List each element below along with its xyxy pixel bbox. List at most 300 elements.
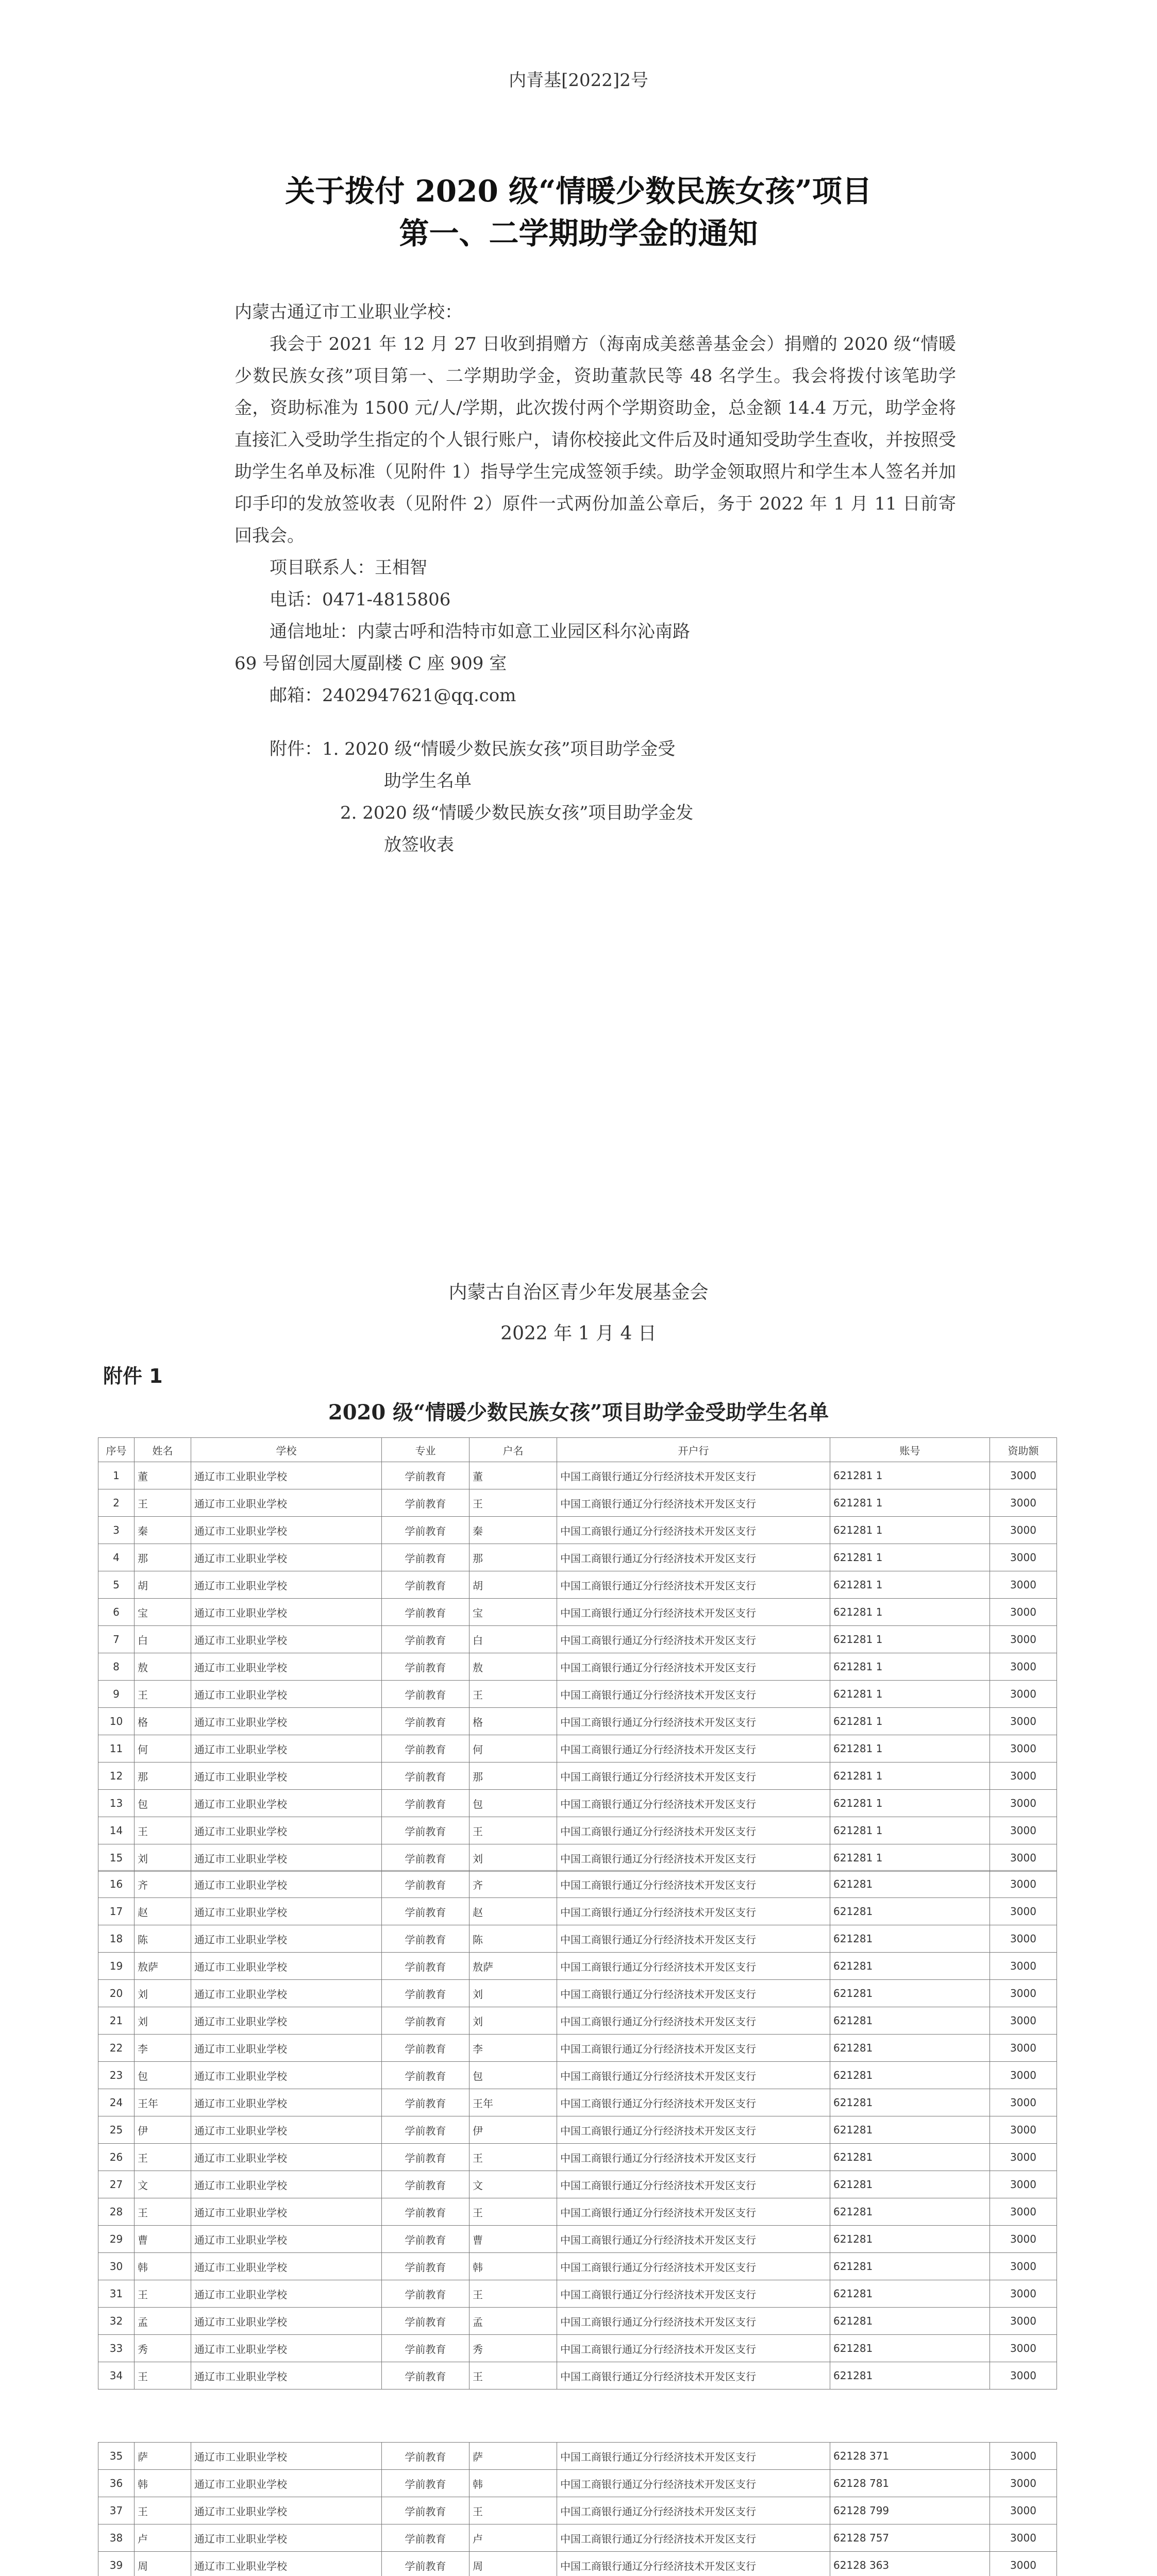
table-row (98, 2552, 1057, 2576)
table-cell: 38 (98, 2524, 135, 2552)
table-cell: 通辽市工业职业学校 (191, 2552, 382, 2576)
table-cell: 那 (135, 1544, 191, 1571)
table-cell: 王 (135, 2362, 191, 2389)
table-cell: 28 (98, 2198, 135, 2226)
table-cell: 通辽市工业职业学校 (191, 1517, 382, 1544)
table-cell: 15 (98, 1844, 135, 1872)
roster-column-header: 专业 (382, 1438, 469, 1462)
table-cell: 胡 (135, 1571, 191, 1599)
table-cell: 通辽市工业职业学校 (191, 1626, 382, 1653)
roster-table (98, 2442, 1057, 2576)
table-cell: 学前教育 (382, 1844, 469, 1872)
table-cell: 宝 (469, 1599, 557, 1626)
table-cell: 通辽市工业职业学校 (191, 1953, 382, 1980)
table-cell: 敖 (135, 1653, 191, 1681)
table-cell: 30 (98, 2253, 135, 2280)
table-cell: 韩 (135, 2470, 191, 2497)
table-cell: 王 (135, 2198, 191, 2226)
table-cell: 王 (135, 1681, 191, 1708)
table-cell: 那 (469, 1544, 557, 1571)
table-cell: 621281 (830, 2253, 990, 2280)
table-cell: 刘 (469, 1980, 557, 2007)
table-cell: 齐 (135, 1871, 191, 1898)
table-cell: 27 (98, 2171, 135, 2198)
table-row (98, 1653, 1057, 1681)
table-cell: 通辽市工业职业学校 (191, 1790, 382, 1817)
table-cell: 学前教育 (382, 1980, 469, 2007)
table-cell: 陈 (135, 1925, 191, 1953)
contact-address-cont: 69 号留创园大厦副楼 C 座 909 室 (234, 653, 507, 674)
table-row (98, 1790, 1057, 1817)
table-cell: 学前教育 (382, 2007, 469, 2035)
table-row (98, 1708, 1057, 1735)
table-cell: 621281 1 (830, 1626, 990, 1653)
table-cell: 秀 (469, 2335, 557, 2362)
table-cell: 萨 (469, 2443, 557, 2470)
table-cell: 中国工商银行通辽分行经济技术开发区支行 (557, 1462, 830, 1489)
table-cell: 卢 (469, 2524, 557, 2552)
table-cell: 学前教育 (382, 2497, 469, 2524)
table-cell: 23 (98, 2062, 135, 2089)
contact-phone: 电话：0471-4815806 (270, 589, 451, 610)
table-cell: 中国工商银行通辽分行经济技术开发区支行 (557, 1626, 830, 1653)
table-cell: 通辽市工业职业学校 (191, 2470, 382, 2497)
table-cell: 621281 (830, 2308, 990, 2335)
table-cell: 学前教育 (382, 2198, 469, 2226)
table-cell: 621281 1 (830, 1735, 990, 1762)
table-cell: 中国工商银行通辽分行经济技术开发区支行 (557, 2443, 830, 2470)
table-row (98, 1844, 1057, 1872)
table-row (98, 2470, 1057, 2497)
table-cell: 31 (98, 2280, 135, 2308)
contact-person: 项目联系人：王相智 (270, 557, 427, 578)
table-cell: 25 (98, 2116, 135, 2144)
table-cell: 3000 (990, 2497, 1057, 2524)
table-cell: 62128 781 (830, 2470, 990, 2497)
table-cell: 3000 (990, 2335, 1057, 2362)
roster-table (98, 1437, 1057, 1872)
table-cell: 中国工商银行通辽分行经济技术开发区支行 (557, 1653, 830, 1681)
table-cell: 学前教育 (382, 1517, 469, 1544)
table-cell: 中国工商银行通辽分行经济技术开发区支行 (557, 2035, 830, 2062)
table-cell: 赵 (469, 1898, 557, 1925)
table-cell: 621281 1 (830, 1762, 990, 1790)
attachment-item-1-cont: 助学生名单 (384, 771, 472, 791)
table-cell: 7 (98, 1626, 135, 1653)
table-cell: 伊 (469, 2116, 557, 2144)
table-cell: 王 (469, 1489, 557, 1517)
table-cell: 中国工商银行通辽分行经济技术开发区支行 (557, 1980, 830, 2007)
roster-header-row (98, 1438, 1057, 1462)
table-cell: 中国工商银行通辽分行经济技术开发区支行 (557, 2335, 830, 2362)
table-cell: 通辽市工业职业学校 (191, 2144, 382, 2171)
table-cell: 3000 (990, 1626, 1057, 1653)
table-row (98, 1462, 1057, 1489)
table-cell: 通辽市工业职业学校 (191, 1735, 382, 1762)
table-cell: 19 (98, 1953, 135, 1980)
table-cell: 36 (98, 2470, 135, 2497)
table-cell: 62128 371 (830, 2443, 990, 2470)
table-row (98, 2335, 1057, 2362)
issuer: 内蒙古自治区青少年发展基金会 (448, 1282, 709, 1303)
table-cell: 何 (135, 1735, 191, 1762)
table-cell: 3000 (990, 1871, 1057, 1898)
roster-table-page-1 (98, 1437, 1057, 1872)
table-cell: 3000 (990, 2308, 1057, 2335)
table-cell: 中国工商银行通辽分行经济技术开发区支行 (557, 2470, 830, 2497)
table-cell: 通辽市工业职业学校 (191, 2035, 382, 2062)
table-cell: 中国工商银行通辽分行经济技术开发区支行 (557, 2198, 830, 2226)
table-cell: 621281 (830, 2362, 990, 2389)
table-cell: 周 (469, 2552, 557, 2576)
table-cell: 35 (98, 2443, 135, 2470)
table-cell: 621281 1 (830, 1817, 990, 1844)
table-cell: 中国工商银行通辽分行经济技术开发区支行 (557, 1817, 830, 1844)
table-cell: 中国工商银行通辽分行经济技术开发区支行 (557, 1762, 830, 1790)
table-cell: 学前教育 (382, 1953, 469, 1980)
table-cell: 学前教育 (382, 2035, 469, 2062)
roster-table-page-3 (98, 2442, 1057, 2576)
table-cell: 17 (98, 1898, 135, 1925)
table-cell: 中国工商银行通辽分行经济技术开发区支行 (557, 2552, 830, 2576)
table-cell: 格 (469, 1708, 557, 1735)
table-cell: 通辽市工业职业学校 (191, 2007, 382, 2035)
table-cell: 董 (135, 1462, 191, 1489)
table-cell: 通辽市工业职业学校 (191, 2497, 382, 2524)
table-cell: 中国工商银行通辽分行经济技术开发区支行 (557, 1708, 830, 1735)
table-cell: 621281 (830, 2280, 990, 2308)
table-cell: 通辽市工业职业学校 (191, 1762, 382, 1790)
table-row (98, 1681, 1057, 1708)
table-cell: 王 (135, 1817, 191, 1844)
table-cell: 3000 (990, 2035, 1057, 2062)
table-cell: 中国工商银行通辽分行经济技术开发区支行 (557, 1898, 830, 1925)
table-cell: 3000 (990, 1735, 1057, 1762)
table-cell: 1 (98, 1462, 135, 1489)
table-cell: 中国工商银行通辽分行经济技术开发区支行 (557, 1790, 830, 1817)
table-cell: 32 (98, 2308, 135, 2335)
table-row (98, 2362, 1057, 2389)
table-cell: 621281 (830, 2116, 990, 2144)
contact-email: 邮箱：2402947621@qq.com (270, 685, 516, 706)
table-cell: 学前教育 (382, 2524, 469, 2552)
table-cell: 胡 (469, 1571, 557, 1599)
table-cell: 文 (469, 2171, 557, 2198)
table-cell: 621281 (830, 2062, 990, 2089)
table-cell: 白 (469, 1626, 557, 1653)
table-cell: 王年 (469, 2089, 557, 2116)
table-cell: 刘 (469, 1844, 557, 1872)
table-cell: 621281 1 (830, 1462, 990, 1489)
table-cell: 学前教育 (382, 2171, 469, 2198)
table-cell: 3000 (990, 1980, 1057, 2007)
table-cell: 通辽市工业职业学校 (191, 1489, 382, 1517)
table-cell: 通辽市工业职业学校 (191, 2280, 382, 2308)
table-cell: 学前教育 (382, 1462, 469, 1489)
table-cell: 621281 (830, 2226, 990, 2253)
table-cell: 3000 (990, 2007, 1057, 2035)
table-cell: 中国工商银行通辽分行经济技术开发区支行 (557, 2226, 830, 2253)
table-cell: 韩 (469, 2253, 557, 2280)
table-cell: 通辽市工业职业学校 (191, 2226, 382, 2253)
table-cell: 3000 (990, 2171, 1057, 2198)
attachment-1-label: 附件 1 (103, 1365, 163, 1387)
notice-body (234, 296, 956, 861)
table-cell: 学前教育 (382, 2253, 469, 2280)
table-cell: 通辽市工业职业学校 (191, 2443, 382, 2470)
table-cell: 通辽市工业职业学校 (191, 2198, 382, 2226)
table-cell: 齐 (469, 1871, 557, 1898)
table-row (98, 2443, 1057, 2470)
table-cell: 通辽市工业职业学校 (191, 1871, 382, 1898)
table-cell: 10 (98, 1708, 135, 1735)
table-cell: 通辽市工业职业学校 (191, 1571, 382, 1599)
table-cell: 3000 (990, 2443, 1057, 2470)
table-cell: 3000 (990, 1762, 1057, 1790)
issue-date: 2022 年 1 月 4 日 (500, 1323, 657, 1344)
table-cell: 3000 (990, 2524, 1057, 2552)
table-cell: 学前教育 (382, 2144, 469, 2171)
table-cell: 621281 (830, 1925, 990, 1953)
table-cell: 赵 (135, 1898, 191, 1925)
table-cell: 中国工商银行通辽分行经济技术开发区支行 (557, 1735, 830, 1762)
table-cell: 12 (98, 1762, 135, 1790)
roster-column-header: 姓名 (135, 1438, 191, 1462)
table-cell: 李 (469, 2035, 557, 2062)
table-cell: 62128 363 (830, 2552, 990, 2576)
table-cell: 学前教育 (382, 2552, 469, 2576)
table-cell: 4 (98, 1544, 135, 1571)
table-row (98, 2308, 1057, 2335)
table-cell: 3000 (990, 1462, 1057, 1489)
table-cell: 621281 (830, 2089, 990, 2116)
table-cell: 中国工商银行通辽分行经济技术开发区支行 (557, 2116, 830, 2144)
roster-column-header: 开户行 (557, 1438, 830, 1462)
table-cell: 学前教育 (382, 2470, 469, 2497)
table-cell: 敖萨 (469, 1953, 557, 1980)
table-cell: 王 (469, 2497, 557, 2524)
table-cell: 秦 (469, 1517, 557, 1544)
table-cell: 刘 (135, 1980, 191, 2007)
table-cell: 621281 (830, 2007, 990, 2035)
table-cell: 学前教育 (382, 2308, 469, 2335)
table-cell: 6 (98, 1599, 135, 1626)
table-cell: 3000 (990, 1544, 1057, 1571)
table-row (98, 2007, 1057, 2035)
roster-column-header: 资助额 (990, 1438, 1057, 1462)
table-cell: 王 (469, 2144, 557, 2171)
table-cell: 621281 1 (830, 1571, 990, 1599)
table-cell: 中国工商银行通辽分行经济技术开发区支行 (557, 1489, 830, 1517)
table-cell: 通辽市工业职业学校 (191, 1925, 382, 1953)
table-cell: 那 (135, 1762, 191, 1790)
table-cell: 学前教育 (382, 2089, 469, 2116)
table-cell: 何 (469, 1735, 557, 1762)
table-cell: 中国工商银行通辽分行经济技术开发区支行 (557, 1517, 830, 1544)
table-cell: 62128 757 (830, 2524, 990, 2552)
table-cell: 2 (98, 1489, 135, 1517)
table-cell: 学前教育 (382, 1626, 469, 1653)
roster-column-header: 账号 (830, 1438, 990, 1462)
table-cell: 21 (98, 2007, 135, 2035)
table-cell: 中国工商银行通辽分行经济技术开发区支行 (557, 1925, 830, 1953)
table-cell: 3000 (990, 1489, 1057, 1517)
table-cell: 学前教育 (382, 1544, 469, 1571)
table-cell: 刘 (135, 2007, 191, 2035)
table-cell: 26 (98, 2144, 135, 2171)
table-row (98, 2035, 1057, 2062)
roster-column-header: 序号 (98, 1438, 135, 1462)
table-cell: 通辽市工业职业学校 (191, 1462, 382, 1489)
table-cell: 董 (469, 1462, 557, 1489)
attachment-item-2-cont: 放签收表 (384, 835, 454, 855)
attachment-item-1: 附件：1. 2020 级“情暖少数民族女孩”项目助学金受 (270, 739, 676, 759)
main-paragraph: 我会于 2021 年 12 月 27 日收到捐赠方（海南成美慈善基金会）捐赠的 2020 级“情暖少数民族女孩”项目第一、二学期助学金，资助董款民等 48 名学生。我会将拨付该笔助学金，资助标准为 1500 元/人/学期，此次拨付两个学期资助金，总金额 14.4 万元，助学金将直接汇入受助学生指定的个人银行账户，请你校接此文件后及时通知受助学生查收，并按照受助学生名单及标准（见附件 1）指导学生完成签领手续。助学金领取照片和学生本人签名并加印手印的发放签收表（见附件 2）原件一式两份加盖公章后，务于 2022 年 1 月 11 日前寄回我会。 (234, 334, 956, 546)
table-cell: 通辽市工业职业学校 (191, 1653, 382, 1681)
table-cell: 33 (98, 2335, 135, 2362)
table-cell: 通辽市工业职业学校 (191, 1599, 382, 1626)
table-cell: 16 (98, 1871, 135, 1898)
table-cell: 学前教育 (382, 1653, 469, 1681)
table-cell: 通辽市工业职业学校 (191, 1980, 382, 2007)
table-cell: 3000 (990, 2552, 1057, 2576)
table-cell: 中国工商银行通辽分行经济技术开发区支行 (557, 1681, 830, 1708)
table-cell: 通辽市工业职业学校 (191, 2362, 382, 2389)
table-cell: 通辽市工业职业学校 (191, 1817, 382, 1844)
table-cell: 曹 (469, 2226, 557, 2253)
table-cell: 卢 (135, 2524, 191, 2552)
table-row (98, 2497, 1057, 2524)
table-cell: 3000 (990, 2144, 1057, 2171)
table-cell: 3000 (990, 1817, 1057, 1844)
table-cell: 学前教育 (382, 2062, 469, 2089)
table-cell: 敖 (469, 1653, 557, 1681)
table-cell: 中国工商银行通辽分行经济技术开发区支行 (557, 2497, 830, 2524)
table-cell: 中国工商银行通辽分行经济技术开发区支行 (557, 2062, 830, 2089)
table-cell: 3000 (990, 2362, 1057, 2389)
table-cell: 包 (469, 1790, 557, 1817)
table-cell: 中国工商银行通辽分行经济技术开发区支行 (557, 1953, 830, 1980)
table-row (98, 1571, 1057, 1599)
table-row (98, 1898, 1057, 1925)
table-cell: 李 (135, 2035, 191, 2062)
table-cell: 孟 (469, 2308, 557, 2335)
table-cell: 刘 (469, 2007, 557, 2035)
table-cell: 621281 (830, 2144, 990, 2171)
table-cell: 王 (469, 1817, 557, 1844)
table-cell: 学前教育 (382, 1489, 469, 1517)
table-cell: 通辽市工业职业学校 (191, 2171, 382, 2198)
table-cell: 学前教育 (382, 1871, 469, 1898)
table-cell: 621281 1 (830, 1517, 990, 1544)
table-cell: 通辽市工业职业学校 (191, 1708, 382, 1735)
table-cell: 通辽市工业职业学校 (191, 1844, 382, 1872)
table-row (98, 1544, 1057, 1571)
contact-address: 通信地址：内蒙古呼和浩特市如意工业园区科尔沁南路 (270, 621, 690, 642)
table-cell: 621281 1 (830, 1544, 990, 1571)
table-row (98, 2524, 1057, 2552)
table-row (98, 2198, 1057, 2226)
document-number: 内青基[2022]2号 (509, 70, 648, 91)
table-cell: 包 (135, 1790, 191, 1817)
table-cell: 伊 (135, 2116, 191, 2144)
table-cell: 学前教育 (382, 1708, 469, 1735)
table-cell: 3000 (990, 2089, 1057, 2116)
title-line-2: 第一、二学期助学金的通知 (399, 216, 758, 251)
table-cell: 中国工商银行通辽分行经济技术开发区支行 (557, 2253, 830, 2280)
table-cell: 那 (469, 1762, 557, 1790)
attachment-item-2: 2. 2020 级“情暖少数民族女孩”项目助学金发 (340, 803, 694, 823)
table-row (98, 1626, 1057, 1653)
table-cell: 学前教育 (382, 1790, 469, 1817)
table-cell: 3000 (990, 2062, 1057, 2089)
table-cell: 34 (98, 2362, 135, 2389)
table-cell: 通辽市工业职业学校 (191, 2062, 382, 2089)
table-cell: 621281 1 (830, 1844, 990, 1872)
table-cell: 王 (469, 2280, 557, 2308)
table-cell: 621281 (830, 1898, 990, 1925)
table-cell: 中国工商银行通辽分行经济技术开发区支行 (557, 1844, 830, 1872)
roster-table (98, 1870, 1057, 2389)
table-cell: 22 (98, 2035, 135, 2062)
table-cell: 学前教育 (382, 2116, 469, 2144)
table-cell: 王 (469, 2362, 557, 2389)
table-cell: 孟 (135, 2308, 191, 2335)
table-cell: 通辽市工业职业学校 (191, 1544, 382, 1571)
table-cell: 学前教育 (382, 2362, 469, 2389)
table-cell: 3000 (990, 1653, 1057, 1681)
table-cell: 中国工商银行通辽分行经济技术开发区支行 (557, 1544, 830, 1571)
table-cell: 中国工商银行通辽分行经济技术开发区支行 (557, 1871, 830, 1898)
table-row (98, 2062, 1057, 2089)
table-cell: 18 (98, 1925, 135, 1953)
table-cell: 学前教育 (382, 1735, 469, 1762)
table-cell: 621281 1 (830, 1681, 990, 1708)
roster-table-page-2 (98, 1870, 1057, 2389)
table-cell: 王 (135, 2144, 191, 2171)
table-cell: 学前教育 (382, 2226, 469, 2253)
table-cell: 敖萨 (135, 1953, 191, 1980)
table-cell: 3000 (990, 2116, 1057, 2144)
table-cell: 学前教育 (382, 1571, 469, 1599)
table-cell: 中国工商银行通辽分行经济技术开发区支行 (557, 2308, 830, 2335)
table-cell: 3000 (990, 1953, 1057, 1980)
table-cell: 包 (469, 2062, 557, 2089)
table-cell: 3000 (990, 2198, 1057, 2226)
table-cell: 通辽市工业职业学校 (191, 2089, 382, 2116)
table-cell: 中国工商银行通辽分行经济技术开发区支行 (557, 2524, 830, 2552)
table-cell: 3000 (990, 1708, 1057, 1735)
table-cell: 学前教育 (382, 1762, 469, 1790)
table-cell: 621281 (830, 2198, 990, 2226)
table-cell: 学前教育 (382, 1817, 469, 1844)
table-cell: 学前教育 (382, 2335, 469, 2362)
table-row (98, 1980, 1057, 2007)
table-cell: 621281 1 (830, 1790, 990, 1817)
table-cell: 3000 (990, 1599, 1057, 1626)
table-cell: 62128 799 (830, 2497, 990, 2524)
table-row (98, 2280, 1057, 2308)
table-cell: 39 (98, 2552, 135, 2576)
table-row (98, 1953, 1057, 1980)
table-cell: 白 (135, 1626, 191, 1653)
table-row (98, 2226, 1057, 2253)
table-cell: 王 (469, 2198, 557, 2226)
table-cell: 3000 (990, 1844, 1057, 1872)
table-cell: 韩 (469, 2470, 557, 2497)
table-cell: 学前教育 (382, 1925, 469, 1953)
table-cell: 621281 (830, 1980, 990, 2007)
